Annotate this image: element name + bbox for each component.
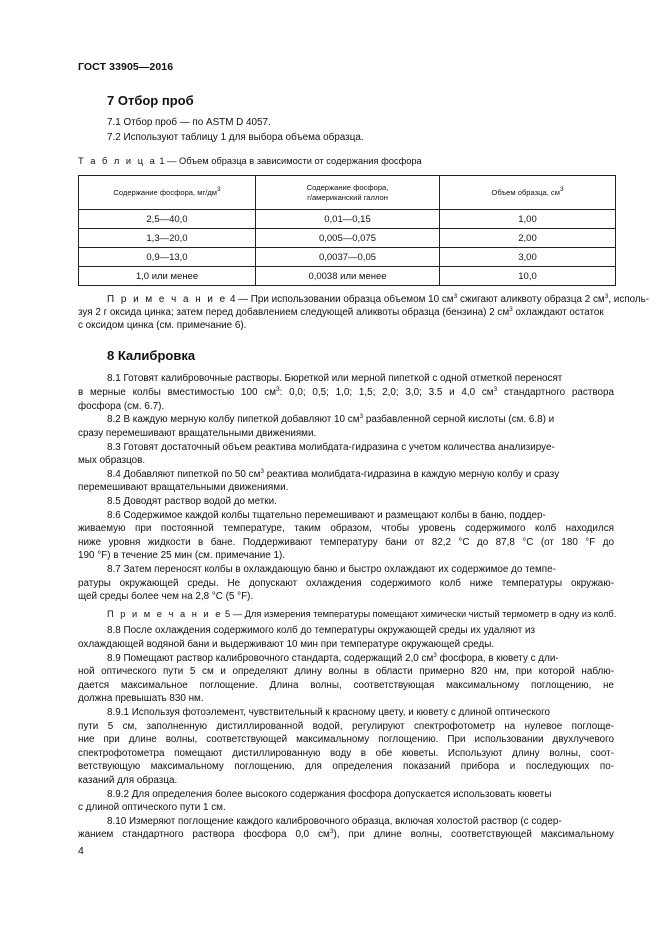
table-cell: 0,9—13,0: [79, 248, 256, 267]
paragraph-8-7-line-2: ратуры окружающей среды. Не допускают охлаждения содержимого колб ниже температуры окружаю-: [78, 578, 614, 589]
paragraph-8-2-line-2: сразу перемешивают вращательными движениями.: [78, 428, 317, 439]
paragraph-8-3: 8.3 Готовят достаточный объем реактива молибдата-гидразина с учетом количества анализируе-: [107, 442, 555, 453]
paragraph-8-9-line-3: дается максимальное поглощение. Длина волны, соответствующая максимальному поглощению, не: [78, 680, 614, 691]
document-id: ГОСТ 33905—2016: [78, 61, 174, 73]
table-header-row: [79, 176, 616, 210]
paragraph-8-7: 8.7 Затем переносят колбы в охлаждающую баню и быстро охлаждают их содержимое до темпе-: [107, 564, 556, 575]
table-row: [79, 267, 616, 286]
paragraph-8-9: 8.9 Помещают раствор калибровочного стандарта, содержащий 2,0 $см^3$ фосфора, в кювету с дли-: [107, 652, 559, 664]
paragraph-8-1-line-3: фосфора (см. 6.7).: [78, 401, 165, 412]
paragraph-7-1: 7.1 Отбор проб — по ASTM D 4057.: [107, 117, 271, 128]
sample-volume-table: [78, 175, 616, 286]
paragraph-8-9-1-line-6: казаний для образца.: [78, 775, 178, 786]
paragraph-7-2: 7.2 Используют таблицу 1 для выбора объема образца.: [107, 132, 364, 143]
table-cell: 0,005—0,075: [256, 229, 440, 248]
page-number: 4: [78, 845, 84, 857]
table-cell: 1,00: [440, 210, 616, 229]
paragraph-8-9-1: 8.9.1 Используя фотоэлемент, чувствительный к красному цвету, и кювету с длиной оптического: [107, 707, 550, 718]
paragraph-8-5: 8.5 Доводят раствор водой до метки.: [107, 496, 277, 507]
section-8-title: 8 Калибровка: [107, 348, 196, 363]
paragraph-8-9-line-2: ной оптического пути 5 см и определяют длину волны в области примерно 820 нм, при которой наблю-: [78, 666, 614, 677]
paragraph-8-9-2-line-2: с длиной оптического пути 1 см.: [78, 802, 226, 813]
paragraph-8-1: 8.1 Готовят калибровочные растворы. Бюреткой или мерной пипеткой с одной отметкой переносят: [107, 373, 563, 384]
column-header-phosphorus-gallon: Содержание фосфора, г/американский галлон: [256, 176, 440, 210]
table-cell: 3,00: [440, 248, 616, 267]
paragraph-8-6-line-4: 190 °F) в течение 25 мин (см. примечание 1).: [78, 550, 286, 561]
column-header-phosphorus-mg: Содержание фосфора, $мг/дм^3$: [79, 176, 256, 210]
note-4-line-1: П р и м е ч а н и е 4 — При использовании образца объемом 10 $см^3$ сжигают аликвоту образца 2 $см^3$, исполь-: [107, 293, 650, 305]
table-row: [79, 210, 616, 229]
paragraph-8-10: 8.10 Измеряют поглощение каждого калибровочного образца, включая холостой раствор (с содер-: [107, 816, 562, 827]
paragraph-8-3-line-2: мых образцов.: [78, 455, 146, 466]
table-row: [79, 229, 616, 248]
table-cell: 0,0038 или менее: [256, 267, 440, 286]
table-caption-text: 1 — Объем образца в зависимости от содержания фосфора: [159, 156, 422, 166]
note-4-line-3: с оксидом цинка (см. примечание 6).: [78, 320, 247, 331]
paragraph-8-8-line-2: охлаждающей водяной бани и выдерживают 10 мин при температуре окружающей среды.: [78, 639, 495, 650]
paragraph-8-2: 8.2 В каждую мерную колбу пипеткой добавляют 10 $см^3$ разбавленной серной кислоты (см. 6.8) и: [107, 413, 555, 425]
paragraph-8-6-line-2: живаемую при постоянной температуре, таким образом, чтобы уровень содержимого колб находился: [78, 523, 614, 534]
paragraph-8-9-2: 8.9.2 Для определения более высокого содержания фосфора допускается использовать кюветы: [107, 789, 552, 800]
paragraph-8-9-1-line-4: спектрофотометра помещают дистиллированную воду в обе кюветы. Используют длину волны, соот-: [78, 748, 614, 759]
paragraph-8-9-line-4: должна превышать 830 нм.: [78, 693, 204, 704]
note-5: П р и м е ч а н и е 5 — Для измерения температуры помещают химически чистый термометр в одну из колб.: [107, 609, 617, 619]
paragraph-8-9-1-line-3: ние при длине волны, соответствующей максимальному поглощению. При использовании двухлучевого: [78, 734, 614, 745]
paragraph-8-8: 8.8 После охлаждения содержимого колб до температуры окружающей среды их удаляют из: [107, 625, 536, 636]
paragraph-8-4-line-2: перемешивают вращательными движениями.: [78, 482, 289, 493]
paragraph-8-9-1-line-2: пути 5 см, заполненную дистиллированной водой, регулируют спектрофотометр на нулевое поглоще-: [78, 721, 614, 732]
table-cell: 10,0: [440, 267, 616, 286]
paragraph-8-10-line-2: жанием стандартного раствора фосфора 0,0 $см^3$), при длине волны, соответствующей максимальному: [78, 828, 614, 840]
paragraph-8-7-line-3: щей среды более чем на 2,8 °С (5 °F).: [78, 591, 254, 602]
paragraph-8-4: 8.4 Добавляют пипеткой по 50 $см^3$ реактива молибдата-гидразина в каждую мерную колбу и сразу: [107, 468, 560, 480]
note-4-line-2: зуя 2 г оксида цинка; затем перед добавлением следующей аликвоты образца (бензина) 2 $см^3$ охлаждают остаток: [78, 306, 604, 318]
section-7-title: 7 Отбор проб: [107, 93, 194, 108]
table-cell: 0,0037—0,05: [256, 248, 440, 267]
table-cell: 2,5—40,0: [79, 210, 256, 229]
paragraph-8-1-line-2: в мерные колбы вместимостью 100 $см^3$: 0,0; 0,5; 1,0; 1,5; 2,0; 3,0; 3.5 и 4,0 $см^3$ стандартного раствора: [78, 386, 614, 398]
column-header-sample-volume: Объем образца, $см^3$: [440, 176, 616, 210]
table-cell: 1,3—20,0: [79, 229, 256, 248]
table-caption-label: Т а б л и ц а: [78, 156, 157, 166]
paragraph-8-6: 8.6 Содержимое каждой колбы тщательно перемешивают и размещают колбы в баню, поддер-: [107, 510, 546, 521]
table-row: [79, 248, 616, 267]
table-cell: 1,0 или менее: [79, 267, 256, 286]
paragraph-8-6-line-3: ниже уровня жидкости в бане. Поддерживают температуру бани от 82,2 °С до 87,8 °С (от 180 °F до: [78, 537, 614, 548]
paragraph-8-9-1-line-5: ветствующую максимальному поглощению, для определения показаний прибора и последующих по-: [78, 761, 614, 772]
table-cell: 0,01—0,15: [256, 210, 440, 229]
table-cell: 2,00: [440, 229, 616, 248]
table-1-caption: [78, 155, 422, 167]
